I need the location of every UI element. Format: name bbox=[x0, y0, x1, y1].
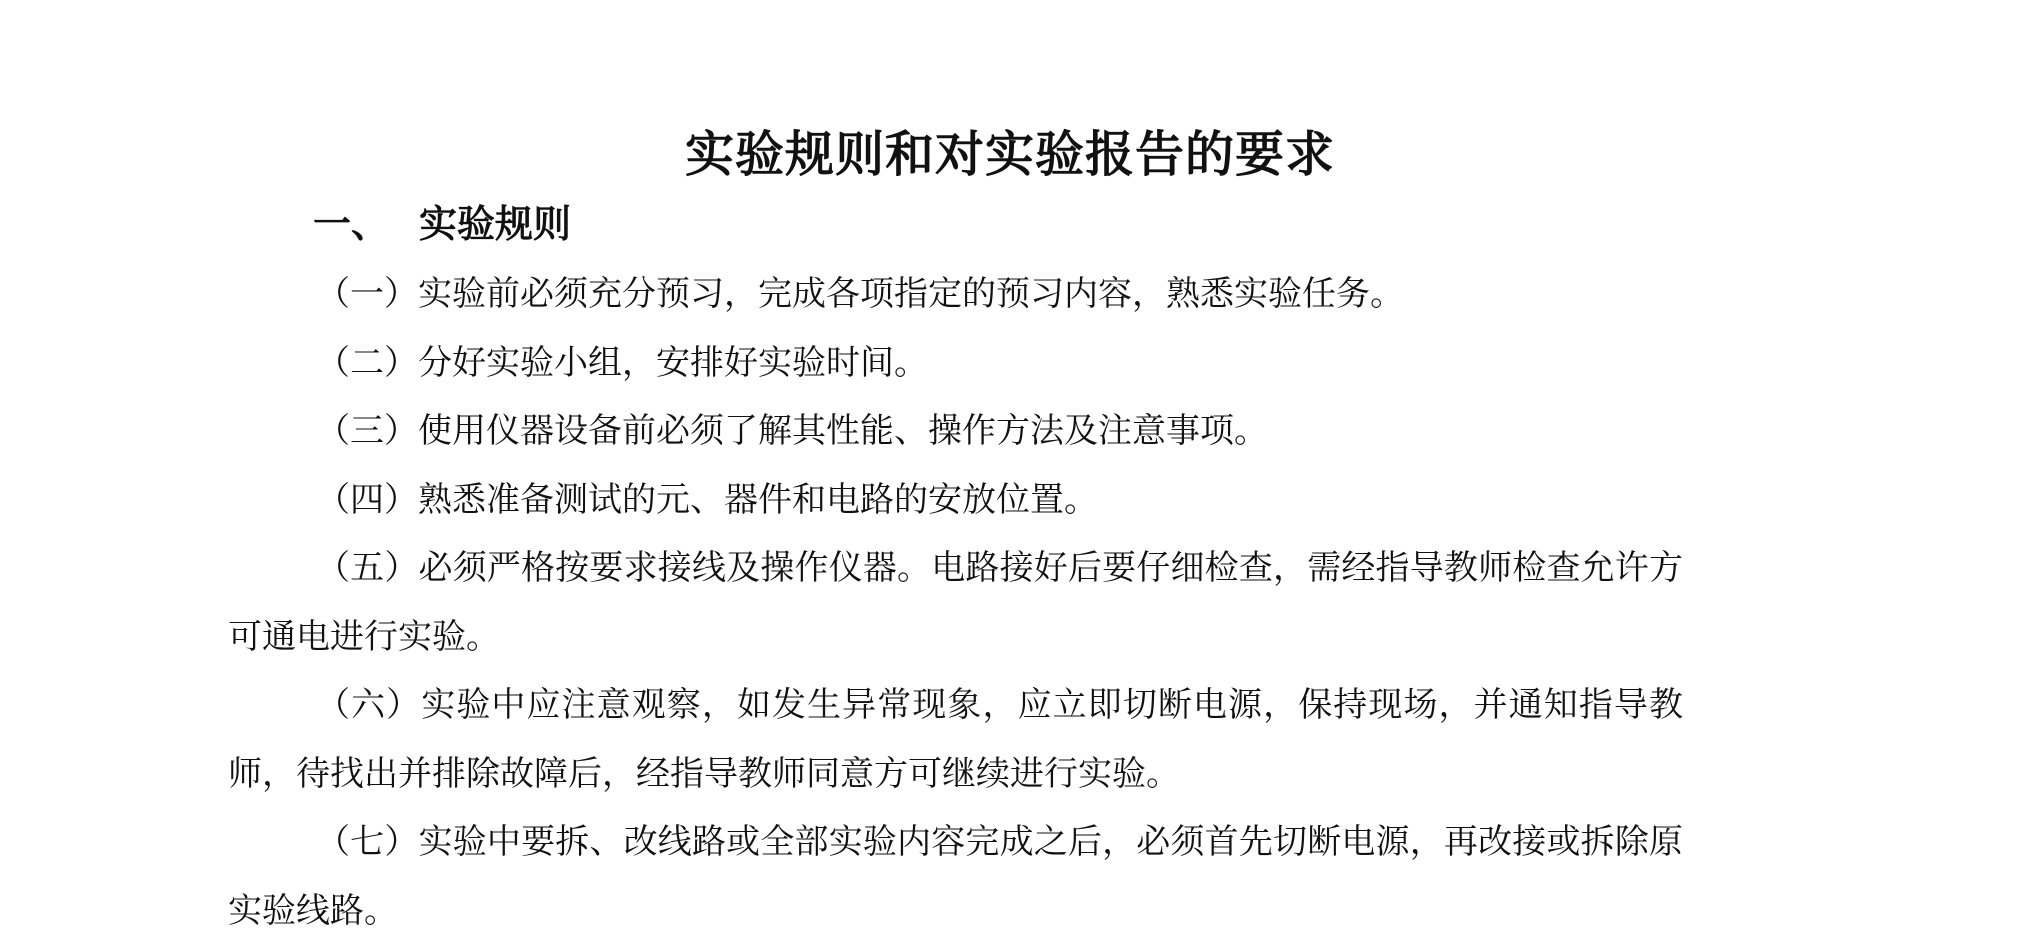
rule-paragraph-5: （五）必须严格按要求接线及操作仪器。电路接好后要仔细检查，需经指导教师检查允许方可通电进行实验。 bbox=[228, 548, 1683, 657]
section-heading-text: 实验规则 bbox=[419, 202, 572, 246]
page-title: 实验规则和对实验报告的要求 bbox=[684, 126, 1335, 183]
rule-paragraph-2: （二）分好实验小组，安排好实验时间。 bbox=[316, 342, 928, 383]
rule-paragraph-1: （一）实验前必须充分预习，完成各项指定的预习内容，熟悉实验任务。 bbox=[316, 274, 1404, 314]
rule-paragraph-4: （四）熟悉准备测试的元、器件和电路的安放位置。 bbox=[316, 479, 1098, 520]
rule-paragraph-3: （三）使用仪器设备前必须了解其性能、操作方法及注意事项。 bbox=[316, 411, 1268, 451]
section-number: 一、 bbox=[313, 202, 390, 246]
rule-paragraph-7: （七）实验中要拆、改线路或全部实验内容完成之后，必须首先切断电源，再改接或拆除原实验线路。 bbox=[228, 822, 1683, 931]
section-heading bbox=[313, 194, 571, 254]
rules-list bbox=[228, 260, 1683, 945]
rule-paragraph-6: （六）实验中应注意观察，如发生异常现象，应立即切断电源，保持现场，并通知指导教师，待找出并排除故障后，经指导教师同意方可继续进行实验。 bbox=[228, 685, 1683, 794]
